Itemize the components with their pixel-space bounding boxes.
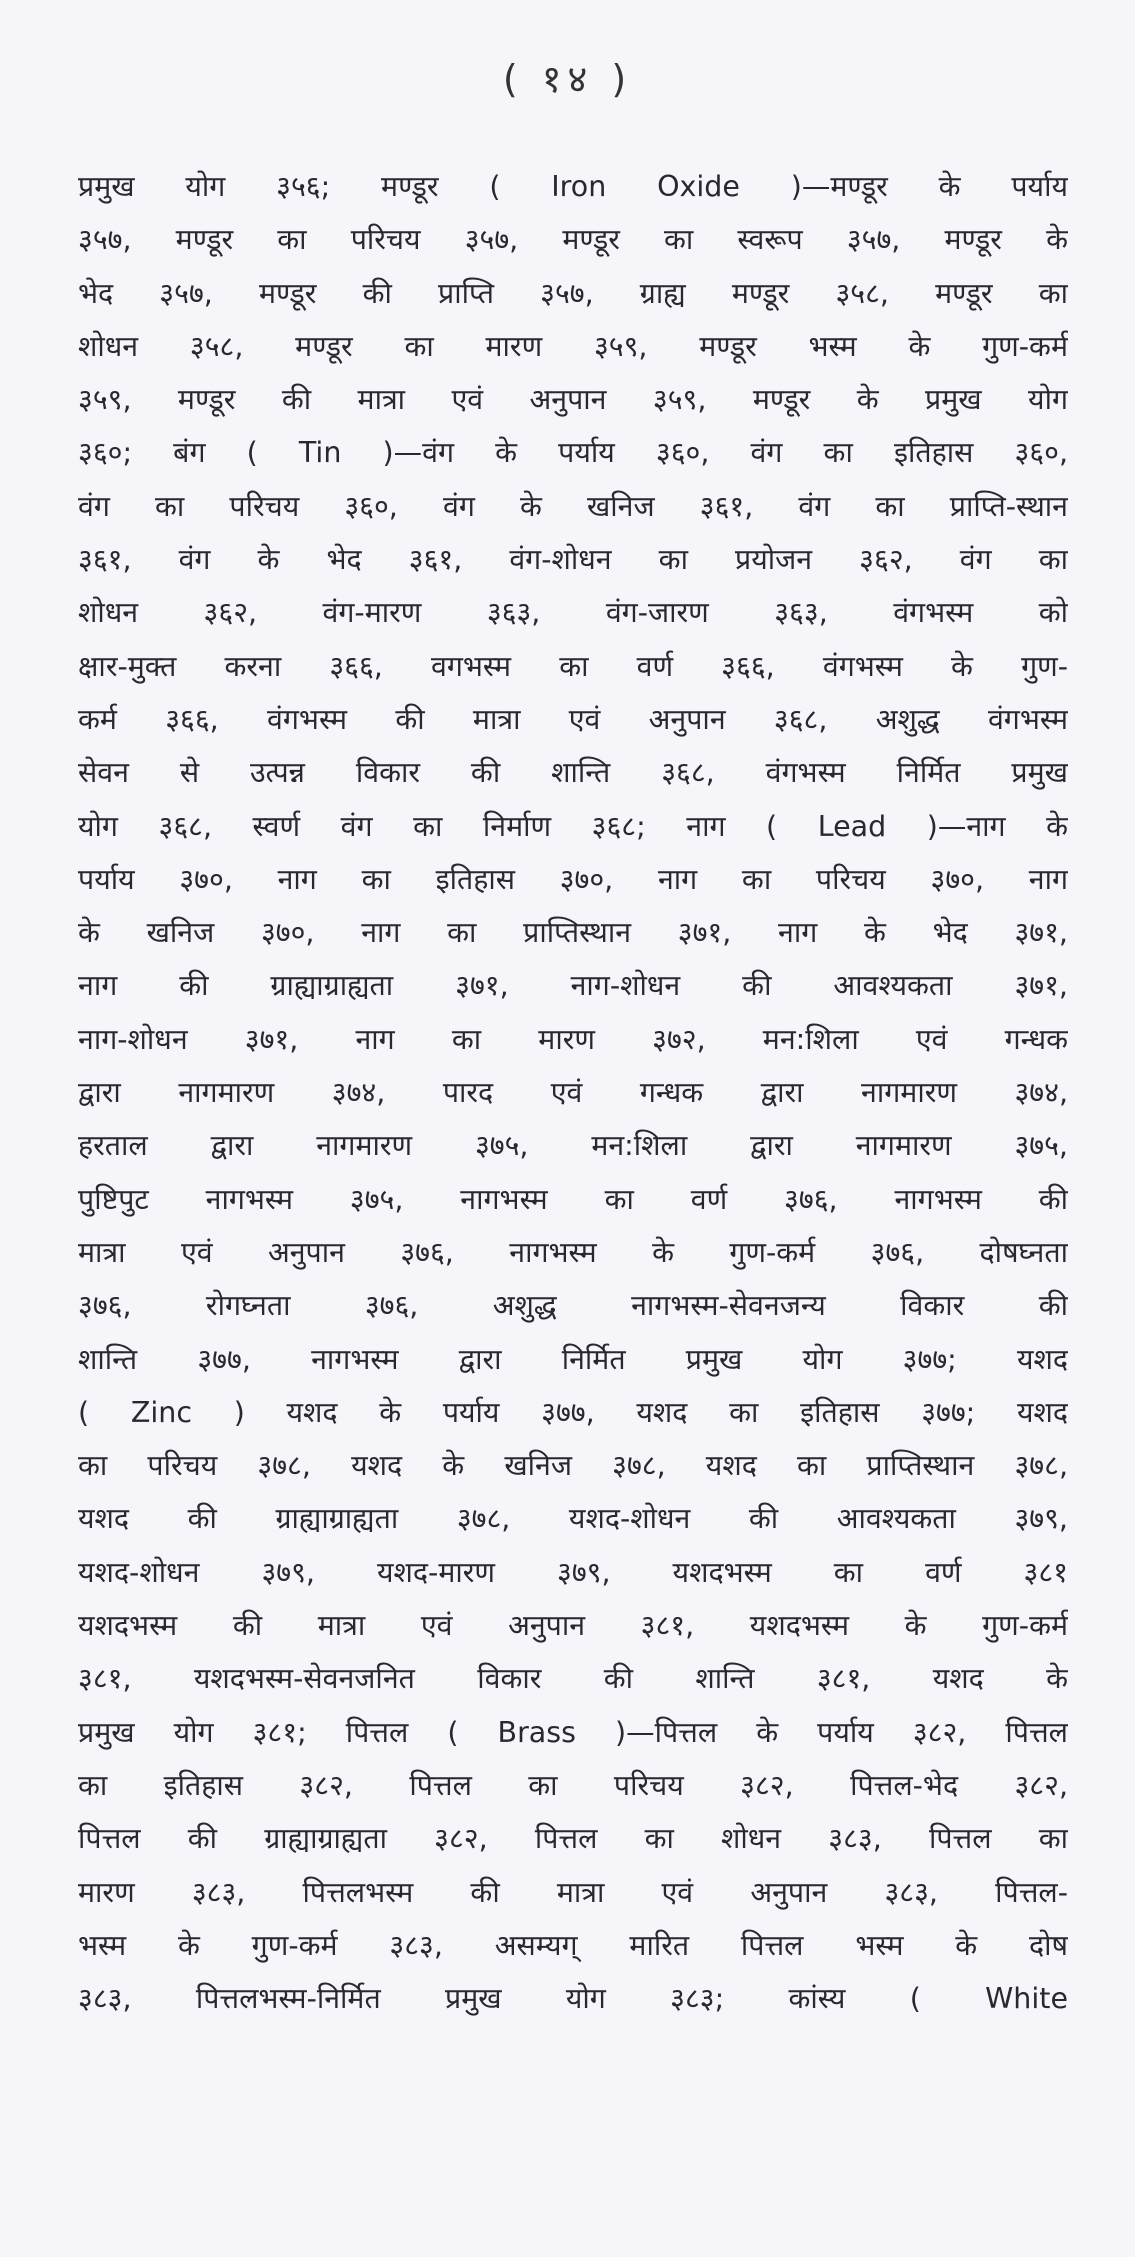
text-line: सेवन से उत्पन्न विकार की शान्ति ३६८, वंगभस्म निर्मित प्रमुख: [78, 756, 1068, 790]
text-line: यशद की ग्राह्याग्राह्यता ३७८, यशद-शोधन की आवश्यकता ३७९,: [78, 1502, 1068, 1536]
text-line: हरताल द्वारा नागमारण ३७५, मन:शिला द्वारा नागमारण ३७५,: [78, 1129, 1068, 1163]
text-line: मारण ३८३, पित्तलभस्म की मात्रा एवं अनुपान ३८३, पित्तल-: [78, 1875, 1068, 1909]
text-line: ३७६, रोगघ्नता ३७६, अशुद्ध नागभस्म-सेवनजन्य विकार की: [78, 1289, 1068, 1323]
text-line: ३६०; बंग ( Tin )—वंग के पर्याय ३६०, वंग का इतिहास ३६०,: [78, 436, 1068, 470]
text-line: पित्तल की ग्राह्याग्राह्यता ३८२, पित्तल का शोधन ३८३, पित्तल का: [78, 1822, 1068, 1856]
text-line: कर्म ३६६, वंगभस्म की मात्रा एवं अनुपान ३६८, अशुद्ध वंगभस्म: [78, 702, 1068, 736]
text-line: योग ३६८, स्वर्ण वंग का निर्माण ३६८; नाग ( Lead )—नाग के: [78, 809, 1068, 843]
text-line: का परिचय ३७८, यशद के खनिज ३७८, यशद का प्राप्तिस्थान ३७८,: [78, 1449, 1068, 1483]
text-line: क्षार-मुक्त करना ३६६, वगभस्म का वर्ण ३६६, वंगभस्म के गुण-: [78, 649, 1068, 683]
text-line: भस्म के गुण-कर्म ३८३, असम्यग् मारित पित्तल भस्म के दोष: [78, 1928, 1068, 1962]
text-line: के खनिज ३७०, नाग का प्राप्तिस्थान ३७१, नाग के भेद ३७१,: [78, 916, 1068, 950]
text-line: प्रमुख योग ३८१; पित्तल ( Brass )—पित्तल के पर्याय ३८२, पित्तल: [78, 1715, 1068, 1749]
text-line: प्रमुख योग ३५६; मण्डूर ( Iron Oxide )—मण्डूर के पर्याय: [78, 170, 1068, 203]
text-line: ३८१, यशदभस्म-सेवनजनित विकार की शान्ति ३८१, यशद के: [78, 1662, 1068, 1696]
text-line: शान्ति ३७७, नागभस्म द्वारा निर्मित प्रमुख योग ३७७; यशद: [78, 1342, 1068, 1376]
page-number: ( १४ ): [502, 57, 633, 101]
text-line: पुष्टिपुट नागभस्म ३७५, नागभस्म का वर्ण ३७६, नागभस्म की: [78, 1182, 1068, 1216]
text-line: पर्याय ३७०, नाग का इतिहास ३७०, नाग का परिचय ३७०, नाग: [78, 862, 1068, 896]
text-line: ३५९, मण्डूर की मात्रा एवं अनुपान ३५९, मण्डूर के प्रमुख योग: [78, 383, 1068, 417]
text-line: यशदभस्म की मात्रा एवं अनुपान ३८१, यशदभस्म के गुण-कर्म: [78, 1609, 1068, 1643]
text-line: ३६१, वंग के भेद ३६१, वंग-शोधन का प्रयोजन ३६२, वंग का: [78, 543, 1068, 577]
text-line: नाग की ग्राह्याग्राह्यता ३७१, नाग-शोधन की आवश्यकता ३७१,: [78, 969, 1068, 1003]
text-line: ३५७, मण्डूर का परिचय ३५७, मण्डूर का स्वरूप ३५७, मण्डूर के: [78, 223, 1068, 257]
text-line: भेद ३५७, मण्डूर की प्राप्ति ३५७, ग्राह्य मण्डूर ३५८, मण्डूर का: [78, 276, 1068, 310]
text-line: शोधन ३६२, वंग-मारण ३६३, वंग-जारण ३६३, वंगभस्म को: [78, 596, 1068, 630]
text-line: वंग का परिचय ३६०, वंग के खनिज ३६१, वंग का प्राप्ति-स्थान: [78, 489, 1068, 523]
text-line: शोधन ३५८, मण्डूर का मारण ३५९, मण्डूर भस्म के गुण-कर्म: [78, 329, 1068, 363]
text-line: नाग-शोधन ३७१, नाग का मारण ३७२, मन:शिला एवं गन्धक: [78, 1022, 1068, 1056]
text-line: मात्रा एवं अनुपान ३७६, नागभस्म के गुण-कर्म ३७६, दोषघ्नता: [78, 1235, 1068, 1269]
text-line: द्वारा नागमारण ३७४, पारद एवं गन्धक द्वारा नागमारण ३७४,: [78, 1076, 1068, 1110]
text-line: ३८३, पित्तलभस्म-निर्मित प्रमुख योग ३८३; कांस्य ( White: [78, 1982, 1068, 2016]
text-line: का इतिहास ३८२, पित्तल का परिचय ३८२, पित्तल-भेद ३८२,: [78, 1768, 1068, 1802]
text-line: ( Zinc ) यशद के पर्याय ३७७, यशद का इतिहास ३७७; यशद: [78, 1395, 1068, 1429]
text-line: यशद-शोधन ३७९, यशद-मारण ३७९, यशदभस्म का वर्ण ३८१: [78, 1555, 1068, 1589]
index-body-text: [78, 160, 1068, 2025]
